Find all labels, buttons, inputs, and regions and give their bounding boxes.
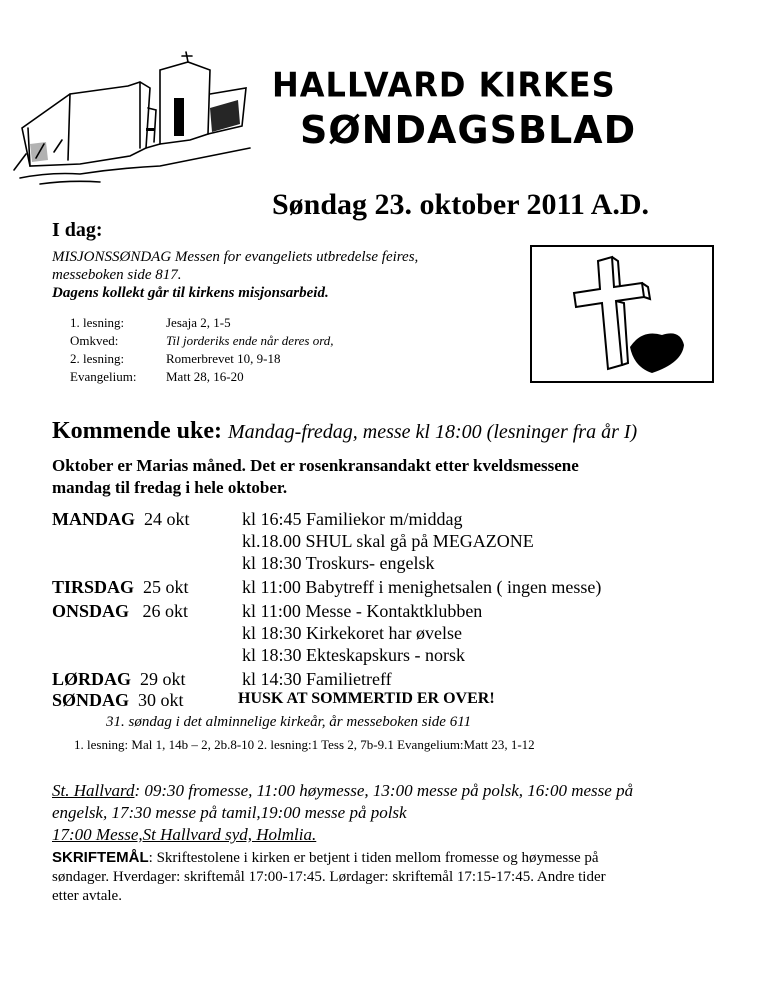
coming-week-title: Kommende uke: [52, 418, 214, 444]
schedule-event: kl 18:30 Kirkekoret har øvelse: [242, 623, 462, 643]
issue-date: Søndag 23. oktober 2011 A.D.: [272, 188, 650, 221]
mass-times-line1: : 09:30 fromesse, 11:00 høymesse, 13:00 messe på polsk, 16:00 messe på: [134, 781, 634, 800]
newsletter-title-line2: SØNDAGSBLAD: [300, 108, 637, 152]
reading-row: [70, 368, 334, 386]
day-date: 29 okt: [140, 669, 186, 689]
mass-times: [52, 780, 742, 846]
daylight-saving-notice: HUSK AT SOMMERTID ER OVER!: [238, 690, 495, 707]
today-intro-line2: messeboken side 817.: [52, 267, 182, 283]
schedule-day-lordag: [52, 668, 186, 690]
day-date: 30 okt: [138, 690, 184, 710]
schedule-event: kl 11:00 Messe - Kontaktklubben: [242, 601, 483, 621]
readings-table: [70, 314, 334, 386]
day-name: ONSDAG: [52, 601, 130, 621]
day-name: SØNDAG: [52, 690, 130, 710]
reading-label: Evangelium:: [70, 369, 137, 384]
schedule-event: kl.18.00 SHUL skal gå på MEGAZONE: [242, 531, 534, 551]
next-sunday-info: 31. søndag i det alminnelige kirkeår, år messeboken side 611: [106, 714, 472, 730]
confession-text2: søndager. Hverdager: skriftemål 17:00-17:45. Lørdager: skriftemål 17:15-17:45. Andre tider: [52, 869, 606, 885]
reading-value: Jesaja 2, 1-5: [166, 315, 231, 330]
schedule-event: kl 16:45 Familiekor m/middag: [242, 509, 463, 529]
reading-value: Til jorderiks ende når deres ord,: [166, 333, 334, 348]
confession-text3: etter avtale.: [52, 888, 122, 904]
coming-week-subtitle: Mandag-fredag, messe kl 18:00 (lesninger fra år I): [228, 421, 638, 443]
schedule-event: kl 18:30 Ekteskapskurs - norsk: [242, 645, 465, 665]
church-illustration: [10, 48, 265, 198]
october-notice-line1: Oktober er Marias måned. Det er rosenkransandakt etter kveldsmessene: [52, 456, 579, 475]
day-name: LØRDAG: [52, 669, 132, 689]
next-sunday-readings: 1. lesning: Mal 1, 14b – 2, 2b.8-10 2. lesning:1 Tess 2, 7b-9.1 Evangelium:Matt 23, 1-12: [74, 737, 535, 752]
cross-icon: [532, 247, 712, 381]
today-heading: I dag:: [52, 219, 103, 241]
confession-info: [52, 848, 742, 906]
reading-row: [70, 332, 334, 350]
schedule-day-tirsdag: [52, 576, 189, 598]
church-name: St. Hallvard: [52, 781, 135, 800]
mass-times-line3: 17:00 Messe,St Hallvard syd, Holmlia.: [52, 825, 317, 844]
day-date: 26 okt: [142, 601, 189, 621]
schedule-day-onsdag: [52, 600, 188, 622]
mass-times-line2: engelsk, 17:30 messe på tamil,19:00 messe på polsk: [52, 803, 407, 822]
reading-value: Romerbrevet 10, 9-18: [166, 351, 281, 366]
reading-row: [70, 350, 334, 368]
day-date: 25 okt: [143, 577, 189, 597]
cross-image: [530, 245, 714, 383]
schedule-event: kl 11:00 Babytreff i menighetsalen ( ingen messe): [242, 577, 602, 597]
schedule-day-sondag: [52, 689, 184, 711]
confession-text1: : Skriftestolene i kirken er betjent i tiden mellom fromesse og høymesse på: [148, 850, 599, 866]
today-intro: [52, 248, 512, 302]
coming-week-heading: [52, 418, 637, 445]
day-name: MANDAG: [52, 509, 135, 529]
reading-value: Matt 28, 16-20: [166, 369, 244, 384]
confession-label: SKRIFTEMÅL: [52, 849, 149, 866]
october-notice: [52, 455, 732, 499]
october-notice-line2: mandag til fredag i hele oktober.: [52, 478, 288, 497]
today-collect: Dagens kollekt går til kirkens misjonsarbeid.: [52, 285, 329, 301]
day-name: TIRSDAG: [52, 577, 135, 597]
reading-label: 2. lesning:: [70, 351, 125, 366]
schedule-event: kl 18:30 Troskurs- engelsk: [242, 553, 435, 573]
today-intro-line1: MISJONSSØNDAG Messen for evangeliets utbredelse feires,: [52, 249, 419, 265]
schedule-event: kl 14:30 Familietreff: [242, 669, 392, 689]
reading-row: [70, 314, 334, 332]
schedule-day-mandag: [52, 508, 190, 530]
reading-label: 1. lesning:: [70, 315, 125, 330]
coming-week-colon: :: [214, 418, 222, 444]
reading-label: Omkved:: [70, 333, 119, 348]
newsletter-title-line1: HALLVARD KIRKES: [272, 65, 616, 105]
day-date: 24 okt: [144, 509, 190, 529]
